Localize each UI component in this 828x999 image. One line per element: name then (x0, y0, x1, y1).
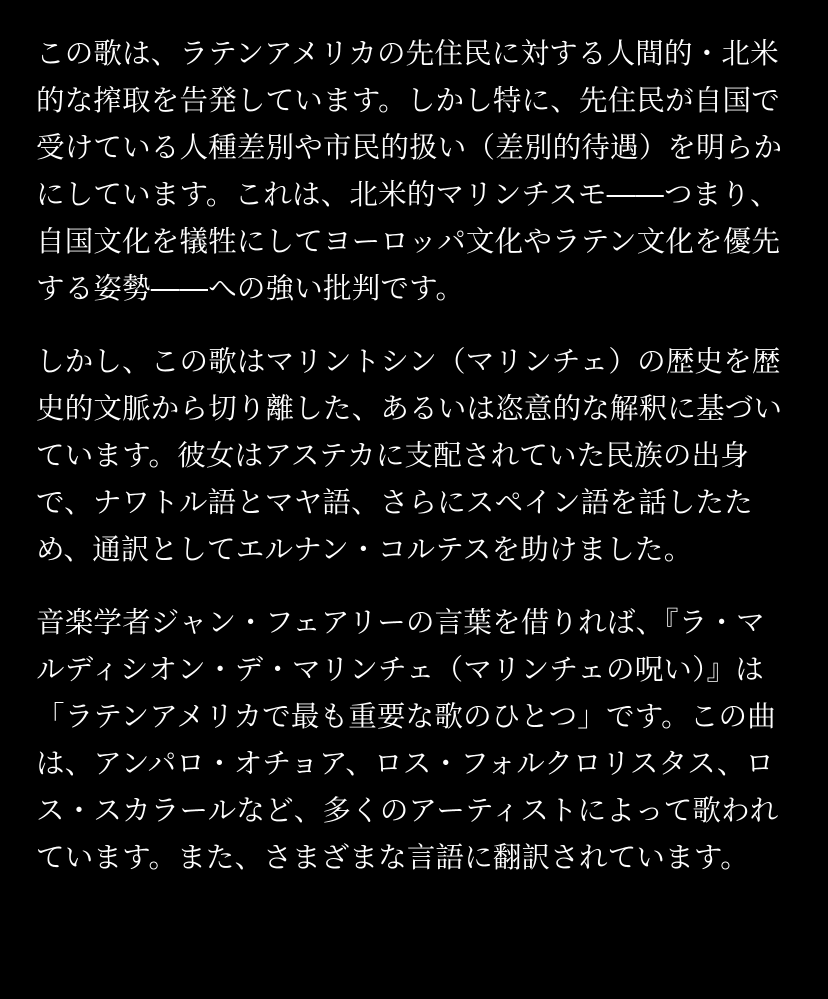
paragraph-1: この歌は、ラテンアメリカの先住民に対する人間的・北米的な搾取を告発しています。しかし特に、先住民が自国で受けている人種差別や市民的扱い（差別的待遇）を明らかにしています。これは、北米的マリンチスモ――つまり、自国文化を犠牲にしてヨーロッパ文化やラテン文化を優先する姿勢――への強い批判です。 (36, 37, 783, 305)
paragraph-3: 音楽学者ジャン・フェアリーの言葉を借りれば、『ラ・マルディシオン・デ・マリンチェ（マリンチェの呪い）』は「ラテンアメリカで最も重要な歌のひとつ」です。この曲は、アンパロ・オチョア、ロス・フォルクロリスタス、ロス・スカラールなど、多くのアーティストによって歌われています。また、さまざまな言語に翻訳されています。 (36, 606, 779, 874)
paragraph-2: しかし、この歌はマリントシン（マリンチェ）の歴史を歴史的文脈から切り離した、あるいは恣意的な解釈に基づいています。彼女はアステカに支配されていた民族の出身で、ナワトル語とマヤ語、さらにスペイン語を話したため、通訳としてエルナン・コルテスを助けました。 (36, 345, 783, 566)
